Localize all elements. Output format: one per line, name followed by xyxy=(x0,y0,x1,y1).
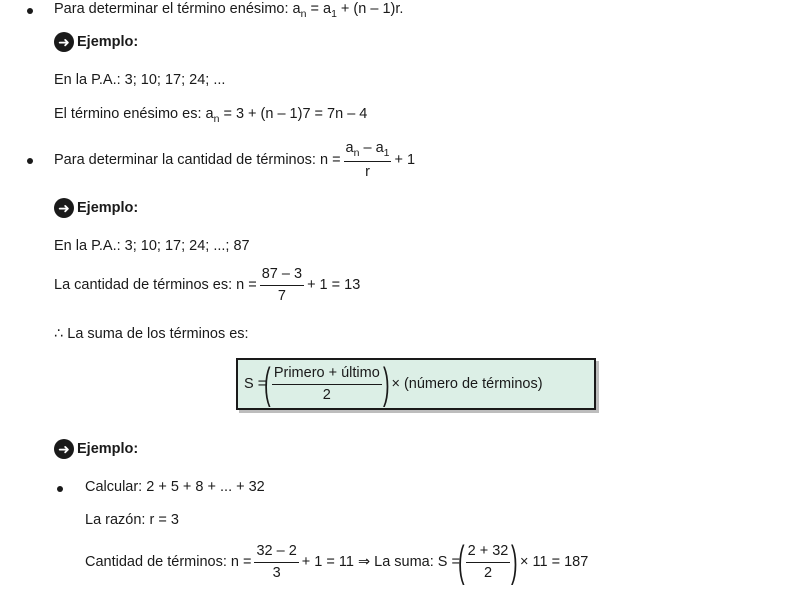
rule-term-count: Para determinar la cantidad de términos: n = $\frac{a_n - a_1}{r}$ + 1 xyxy=(54,140,416,181)
example-line: La cantidad de términos es: n = $\frac{87 - 3}{7}$ + 1 = 13 xyxy=(54,266,361,304)
fraction: $\frac{a_n - a_1}{r}$ xyxy=(345,140,390,181)
example-line: En la P.A.: 3; 10; 17; 24; ...; 87 xyxy=(54,238,250,254)
sum-intro: ∴ La suma de los términos es: xyxy=(54,326,249,342)
bullet xyxy=(27,8,33,14)
example-heading: ➜ Ejemplo: xyxy=(54,439,138,459)
bullet xyxy=(57,486,63,492)
example-line: Cantidad de términos: n = $\frac{32 - 2}{3}$ + 1 = 11 ⇒ La suma: S = ( $\frac{2 + 32}{2}$ ) × 11 = 187 xyxy=(85,537,589,586)
fraction: $\frac{32 - 2}{3}$ xyxy=(256,542,297,581)
right-arrow-circle-icon: ➜ xyxy=(54,439,74,459)
fraction: $\frac{\text{Primero + último}}{2}$ xyxy=(273,364,380,403)
example-heading: ➜ Ejemplo: xyxy=(54,32,138,52)
fraction: $\frac{87 - 3}{7}$ xyxy=(261,266,303,304)
right-arrow-circle-icon: ➜ xyxy=(54,198,74,218)
example-line: El término enésimo es: $a_n = 3 + (n - 1)7 = 7n - 4$ xyxy=(54,106,368,125)
right-arrow-circle-icon: ➜ xyxy=(54,32,74,52)
example-line: Calcular: 2 + 5 + 8 + ... + 32 xyxy=(85,479,265,495)
sum-formula-box: S = ( $\frac{\text{Primero + último}}{2}$ ) × (número de términos) xyxy=(236,358,596,410)
rule-nth-term: Para determinar el término enésimo: $a_n = a_1 + (n - 1)r$. xyxy=(54,1,404,20)
example-heading: ➜ Ejemplo: xyxy=(54,198,138,218)
bullet xyxy=(27,158,33,164)
example-line: En la P.A.: 3; 10; 17; 24; ... xyxy=(54,72,226,88)
fraction: $\frac{2 + 32}{2}$ xyxy=(467,542,509,581)
example-line: La razón: r = 3 xyxy=(85,512,179,528)
